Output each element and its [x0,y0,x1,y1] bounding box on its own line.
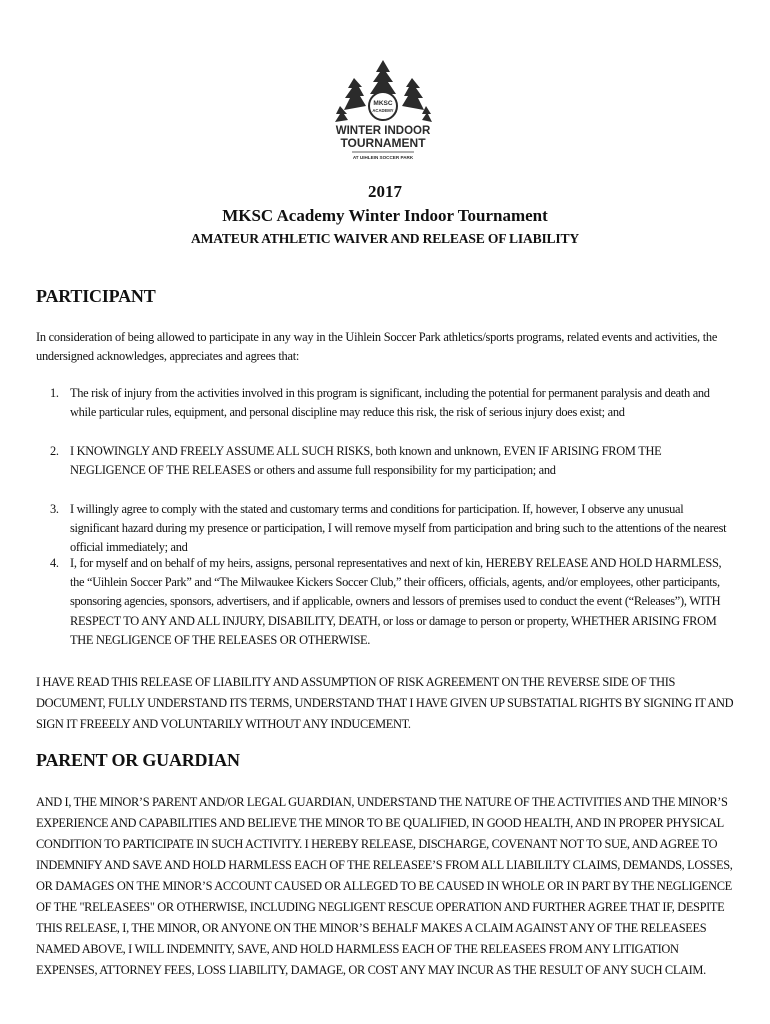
logo-line-5: AT UIHLEIN SOCCER PARK [352,155,414,160]
participant-acknowledgement: I HAVE READ THIS RELEASE OF LIABILITY AND ASSUMPTION OF RISK AGREEMENT ON THE REVERSE SIDE OF THIS DOCUMENT, FULLY UNDERSTAND ITS TERMS, UNDERSTAND THAT I HAVE GIVEN UP SUBSTATIAL RIGHTS BY SIGNING IT AND SIGN IT FREEELY AND VOLUNTARILY WITHOUT ANY INDUCEMENT. [36,675,734,731]
document-title: MKSC Academy Winter Indoor Tournament [222,206,548,225]
list-item-number: 1. [50,386,59,400]
list-item-text: I KNOWINGLY AND FREELY ASSUME ALL SUCH RISKS, both known and unknown, EVEN IF ARISING FROM THE NEGLIGENCE OF THE RELEASES or others and assume full responsibility for my participation; and [70,444,662,478]
participant-intro: In consideration of being allowed to participate in any way in the Uihlein Soccer Park athletics/sports programs, related events and activities, the undersigned acknowledges, appreciates and agrees that: [36,330,718,364]
guardian-text: AND I, THE MINOR’S PARENT AND/OR LEGAL GUARDIAN, UNDERSTAND THE NATURE OF THE ACTIVITIES AND THE MINOR’S EXPERIENCE AND CAPABILITIES AND BELIEVE THE MINOR TO BE QUALIFIED, IN GOOD HEALTH, AND IN PROPER PHYSICAL CONDITION TO PARTICIPATE IN SUCH ACTIVITY. I HEREBY RELEASE, DISCHARGE, COVENANT NOT TO SUE, AND AGREE TO INDEMNIFY AND SAVE AND HOLD HARMLESS EACH OF THE RELEASEE’S FROM ALL LIABILILTY CLAIMS, DEMANDS, LOSSES, OR DAMAGES ON THE MINOR’S ACCOUNT CAUSED OR ALLEGED TO BE CAUSED IN WHOLE OR IN PART BY THE NEGLIGENCE OF THE "RELEASEES" OR OTHERWISE, INCLUDING NEGLIGENT RESCUE OPERATION AND FURTHER AGREE THAT IF, DESPITE THIS RELEASE, I, THE MINOR, OR ANYONE ON THE MINOR’S BEHALF MAKES A CLAIM AGAINST ANY OF THE RELEASEES NAMED ABOVE, I WILL INDEMNITY, SAVE, AND HOLD HARMLESS EACH OF THE RELEASEES FROM ANY LITIGATION EXPENSES, ATTORNEY FEES, LOSS LIABILITY, DAMAGE, OR COST ANY MAY INCUR AS THE RESULT OF ANY SUCH CLAIM. [36,795,733,977]
list-item-text: I, for myself and on behalf of my heirs, assigns, personal representatives and next of kin, HEREBY RELEASE AND HOLD HARMLESS, the “Uihlein Soccer Park” and “The Milwaukee Kickers Soccer Club,” their officers, officials, agents, and/or employees, other participants, sponsoring agencies, sponsors, advertisers, and if applicable, owners and lessors of premises used to conduct the event (“Releases”), WITH RESPECT TO ANY AND ALL INJURY, DISABILITY, DEATH, or loss or damage to person or property, WHETHER ARISING FROM THE NEGLIGENCE OF THE RELEASES OR OTHERWISE. [70,556,722,647]
tournament-logo [332,58,434,176]
tournament-logo-graphic [332,58,434,176]
logo-line-3: WINTER INDOOR [335,125,431,137]
participant-heading: PARTICIPANT [36,286,156,306]
list-item-text: I willingly agree to comply with the stated and customary terms and conditions for participation. If, however, I observe any unusual significant hazard during my presence or participation, I will remove myself from participation and bring such to the attentions of the nearest official immediately; and [70,502,727,555]
list-item-number: 4. [50,556,59,570]
logo-line-4: TOURNAMENT [340,136,426,150]
list-item-text: The risk of injury from the activities involved in this program is significant, including the potential for permanent paralysis and death and while particular rules, equipment, and personal discipline may reduce this risk, the risk of serious injury does exist; and [70,386,710,420]
list-item-number: 2. [50,444,59,458]
logo-line-1: MKSC [373,100,393,107]
document-year: 2017 [368,182,402,201]
guardian-heading: PARENT OR GUARDIAN [36,750,240,770]
logo-line-2: ACADEMY [372,108,394,113]
list-item-number: 3. [50,502,59,516]
document-subtitle: AMATEUR ATHLETIC WAIVER AND RELEASE OF LIABILITY [191,231,579,246]
document-header [0,180,770,250]
